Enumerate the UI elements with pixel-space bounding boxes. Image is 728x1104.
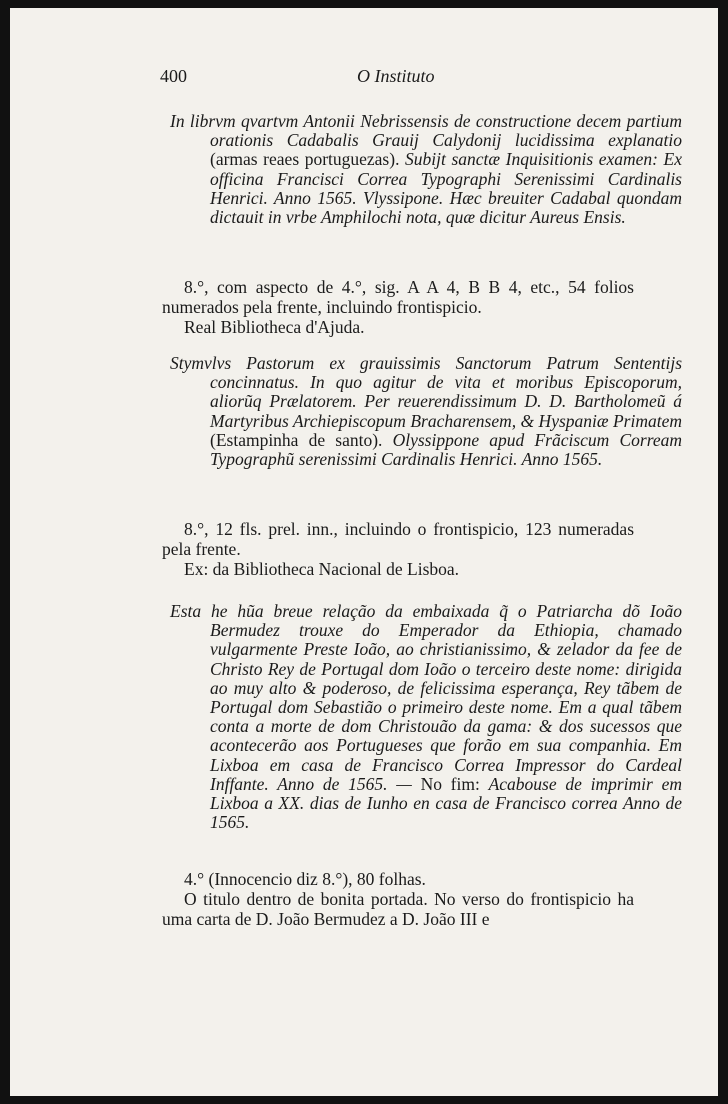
running-title: O Instituto xyxy=(357,66,435,86)
collation-note: 8.°, com aspecto de 4.°, sig. A A 4, B B 4, etc., 54 folios numerados pela frente, incluindo frontispicio. xyxy=(162,277,634,317)
bibliographic-entry-title xyxy=(162,354,682,469)
bibliographic-entry-description xyxy=(162,520,634,579)
collation-note: 8.°, 12 fls. prel. inn., incluindo o frontispicio, 123 numeradas pela frente. xyxy=(162,519,634,559)
entry-title: Stymvlvs Pastorum ex grauissimis Sanctorum Patrum Sententijs concinnatus. In quo agitur de vita et moribus Episcoporum, aliorũq Prælatorem. Per reuerendissimum D. D. Bartholomeũ á Martyribus Archiepiscopum Bracharensem, & Hyspaniæ Primatem xyxy=(170,353,682,431)
entry-title-imprint: Subijt sanctæ Inquisitionis examen: Ex officina Francisci Correa Typographi Serenissimi Cardinalis Henrici. Anno 1565. Vlyssipone. Hæc breuiter Cadabal quondam dictauit in vrbe Amphilochi nota, quæ dicitur Aureus Ensis. xyxy=(210,149,682,228)
collation-note: 4.° (Innocencio diz 8.°), 80 folhas. xyxy=(184,869,426,889)
holding-library: Ex: da Bibliotheca Nacional de Lisboa. xyxy=(184,558,460,579)
page-header xyxy=(10,66,718,90)
description-text: O titulo dentro de bonita portada. No verso do frontispicio ha uma carta de D. João Bermudez a D. João III e xyxy=(162,888,634,929)
entry-title-imprint: Acabouse de imprimir em Lixboa a XX. dias de Iunho en casa de Francisco correa Anno de 1565. xyxy=(210,773,682,833)
page-number: 400 xyxy=(160,66,187,86)
entry-title-note: No fim: xyxy=(420,773,480,794)
bibliographic-entry-description xyxy=(162,278,634,337)
entry-title: Esta he hũa breue relação da embaixada q̃ o Patriarcha dõ Ioão Bermudez trouxe do Emperador da Ethiopia, chamado vulgarmente Preste Ioão, ao christianissimo, & zelador da fee de Christo Rey de Portugal dom Ioão o terceiro deste nome: dirigida ao muy alto & poderoso, de felicissima esperança, Rey tãbem de Portugal dom Sebastião o primeiro deste nome. Em a qual tãbem conta a morte de dom Christouão da gama: & dos sucessos que acontecerão aos Portugueses que forão em sua companhia. Em Lixboa em casa de Francisco Correa Impressor do Cardeal Inffante. Anno de 1565. — xyxy=(170,601,682,794)
bibliographic-entry-title xyxy=(162,112,682,227)
book-page xyxy=(10,8,718,1096)
bibliographic-entry-title xyxy=(162,602,682,832)
holding-library: Real Bibliotheca d'Ajuda. xyxy=(184,316,365,337)
entry-title-imprint: Olyssippone apud Frãciscum Corream Typographũ serenissimi Cardinalis Henrici. Anno 1565. xyxy=(210,429,683,470)
entry-title: In librvm qvartvm Antonii Nebrissensis de constructione decem partium orationis Cadabalis Grauij Calydonij lucidissima explanatio xyxy=(170,111,682,151)
entry-title-note: (armas reaes portuguezas). xyxy=(210,149,400,170)
bibliographic-entry-description xyxy=(162,870,634,929)
entry-title-note: (Estampinha de santo). xyxy=(210,429,383,450)
